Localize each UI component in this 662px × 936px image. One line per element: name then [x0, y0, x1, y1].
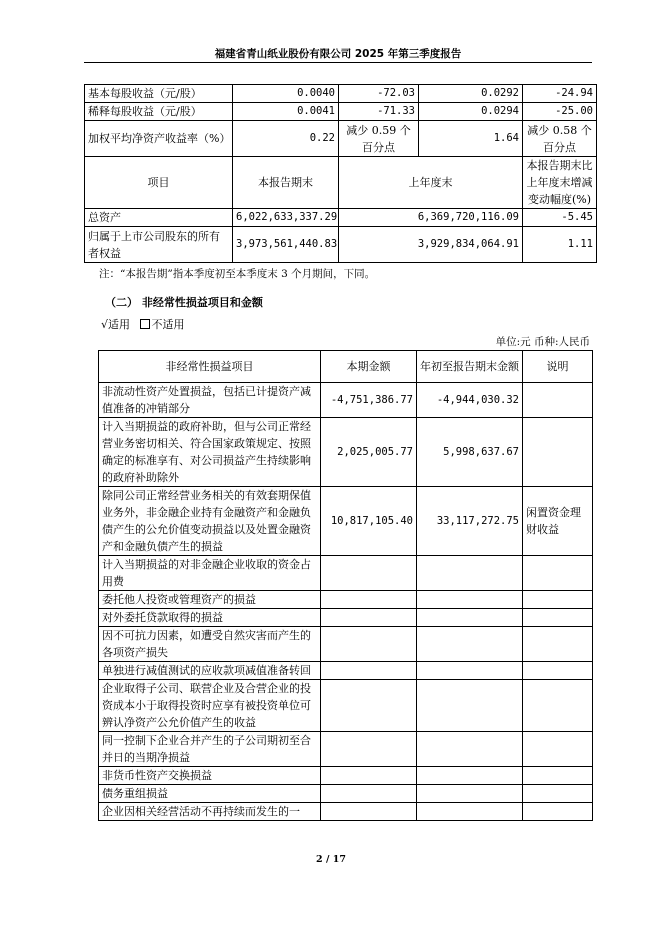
cell-ytd: [417, 591, 523, 609]
applicability: [101, 316, 185, 332]
table-row: [99, 732, 593, 767]
col-header: 本报告期末: [233, 157, 339, 209]
table-row: [85, 103, 597, 121]
table-row: [99, 627, 593, 662]
cell-cur: [321, 609, 417, 627]
cell-desc: [523, 803, 593, 821]
cell-desc: [523, 732, 593, 767]
cell-ytd: -4,944,030.32: [417, 383, 523, 418]
cell-ytd: [417, 627, 523, 662]
cell: 0.0294: [419, 103, 523, 121]
cell-ytd: [417, 785, 523, 803]
table-header-row: [85, 157, 597, 209]
cell-item: 债务重组损益: [99, 785, 321, 803]
row-label: 基本每股收益（元/股）: [85, 85, 233, 103]
cell-desc: 闲置资金理财收益: [523, 487, 593, 556]
cell: 3,929,834,064.91: [339, 227, 523, 263]
cell-ytd: [417, 609, 523, 627]
cell-item: 单独进行减值测试的应收款项减值准备转回: [99, 662, 321, 680]
cell-ytd: [417, 732, 523, 767]
row-label: 加权平均净资产收益率（%）: [85, 121, 233, 157]
cell-ytd: [417, 556, 523, 591]
cell-cur: [321, 732, 417, 767]
cell-desc: [523, 767, 593, 785]
unit-label: 单位:元 币种:人民币: [495, 336, 590, 348]
checkbox-icon: [140, 319, 150, 329]
cell-cur: [321, 591, 417, 609]
table-row: [85, 121, 597, 157]
cell-item: 非流动性资产处置损益，包括已计提资产减值准备的冲销部分: [99, 383, 321, 418]
table-row: [99, 418, 593, 487]
table-row: [99, 680, 593, 732]
table-row: [85, 85, 597, 103]
table-row: [99, 591, 593, 609]
table-row: [99, 383, 593, 418]
cell: 0.0292: [419, 85, 523, 103]
cell-ytd: [417, 680, 523, 732]
cell-item: 委托他人投资或管理资产的损益: [99, 591, 321, 609]
cell-ytd: [417, 662, 523, 680]
cell-desc: [523, 680, 593, 732]
cell: -25.00: [523, 103, 597, 121]
col-header: 说明: [523, 351, 593, 383]
row-label: 总资产: [85, 209, 233, 227]
cell-item: 计入当期损益的政府补助，但与公司正常经营业务密切相关、符合国家政策规定、按照确定的标准享有、对公司损益产生持续影响的政府补助除外: [99, 418, 321, 487]
row-label: 稀释每股收益（元/股）: [85, 103, 233, 121]
cell-item: 除同公司正常经营业务相关的有效套期保值业务外，非金融企业持有金融资产和金融负债产生的公允价值变动损益以及处置金融资产和金融负债产生的损益: [99, 487, 321, 556]
cell: 0.22: [233, 121, 339, 157]
header-rule: [84, 62, 592, 63]
cell-desc: [523, 609, 593, 627]
cell-cur: 10,817,105.40: [321, 487, 417, 556]
table-row: [99, 662, 593, 680]
note-text: 注：“本报告期”指本季度初至本季度末 3 个月期间，下同。: [99, 268, 376, 280]
cell: 0.0041: [233, 103, 339, 121]
cell: 1.11: [523, 227, 597, 263]
cell: -5.45: [523, 209, 597, 227]
col-header: 非经常性损益项目: [99, 351, 321, 383]
cell-item: 对外委托贷款取得的损益: [99, 609, 321, 627]
cell: 减少 0.59 个百分点: [339, 121, 419, 157]
cell-cur: [321, 627, 417, 662]
cell-item: 非货币性资产交换损益: [99, 767, 321, 785]
cell-cur: [321, 680, 417, 732]
table-row: [99, 609, 593, 627]
cell-item: 同一控制下企业合并产生的子公司期初至合并日的当期净损益: [99, 732, 321, 767]
col-header: 上年度末: [339, 157, 523, 209]
table-row: [99, 803, 593, 821]
cell-desc: [523, 556, 593, 591]
cell: 1.64: [419, 121, 523, 157]
cell-ytd: 5,998,637.67: [417, 418, 523, 487]
cell-desc: [523, 627, 593, 662]
cell-desc: [523, 591, 593, 609]
section-title: （二） 非经常性损益项目和金额: [105, 296, 263, 309]
row-label: 归属于上市公司股东的所有者权益: [85, 227, 233, 263]
cell-ytd: [417, 803, 523, 821]
cell-item: 因不可抗力因素，如遭受自然灾害而产生的各项资产损失: [99, 627, 321, 662]
cell: -24.94: [523, 85, 597, 103]
cell-desc: [523, 662, 593, 680]
cell-cur: [321, 556, 417, 591]
cell-item: 计入当期损益的对非金融企业收取的资金占用费: [99, 556, 321, 591]
page-header: 福建省青山纸业股份有限公司 2025 年第三季度报告: [214, 48, 462, 60]
applicable-checked: √适用: [101, 318, 131, 331]
cell: 0.0040: [233, 85, 339, 103]
table-row: [99, 767, 593, 785]
cell-cur: [321, 662, 417, 680]
cell: 减少 0.58 个百分点: [523, 121, 597, 157]
cell: 6,022,633,337.29: [233, 209, 339, 227]
col-header: 项目: [85, 157, 233, 209]
table-row: [85, 227, 597, 263]
cell: -72.03: [339, 85, 419, 103]
table-header-row: [99, 351, 593, 383]
cell-ytd: 33,117,272.75: [417, 487, 523, 556]
key-financial-table: [84, 84, 597, 263]
table-row: [99, 487, 593, 556]
non-recurring-table: [98, 350, 593, 821]
cell-desc: [523, 383, 593, 418]
cell-cur: -4,751,386.77: [321, 383, 417, 418]
cell-ytd: [417, 767, 523, 785]
col-header: 本期金额: [321, 351, 417, 383]
cell: 6,369,720,116.09: [339, 209, 523, 227]
cell-cur: [321, 785, 417, 803]
table-row: [99, 785, 593, 803]
cell-cur: [321, 767, 417, 785]
cell-item: 企业取得子公司、联营企业及合营企业的投资成本小于取得投资时应享有被投资单位可辨认净资产公允价值产生的收益: [99, 680, 321, 732]
page-number: 2 / 17: [316, 854, 346, 865]
table-row: [85, 209, 597, 227]
cell-cur: [321, 803, 417, 821]
cell: 3,973,561,440.83: [233, 227, 339, 263]
table-row: [99, 556, 593, 591]
cell-desc: [523, 418, 593, 487]
cell-desc: [523, 785, 593, 803]
col-header: 年初至报告期末金额: [417, 351, 523, 383]
cell-item: 企业因相关经营活动不再持续而发生的一: [99, 803, 321, 821]
col-header: 本报告期末比上年度末增减变动幅度(%): [523, 157, 597, 209]
cell: -71.33: [339, 103, 419, 121]
applicable-unchecked: 不适用: [151, 318, 185, 331]
cell-cur: 2,025,005.77: [321, 418, 417, 487]
